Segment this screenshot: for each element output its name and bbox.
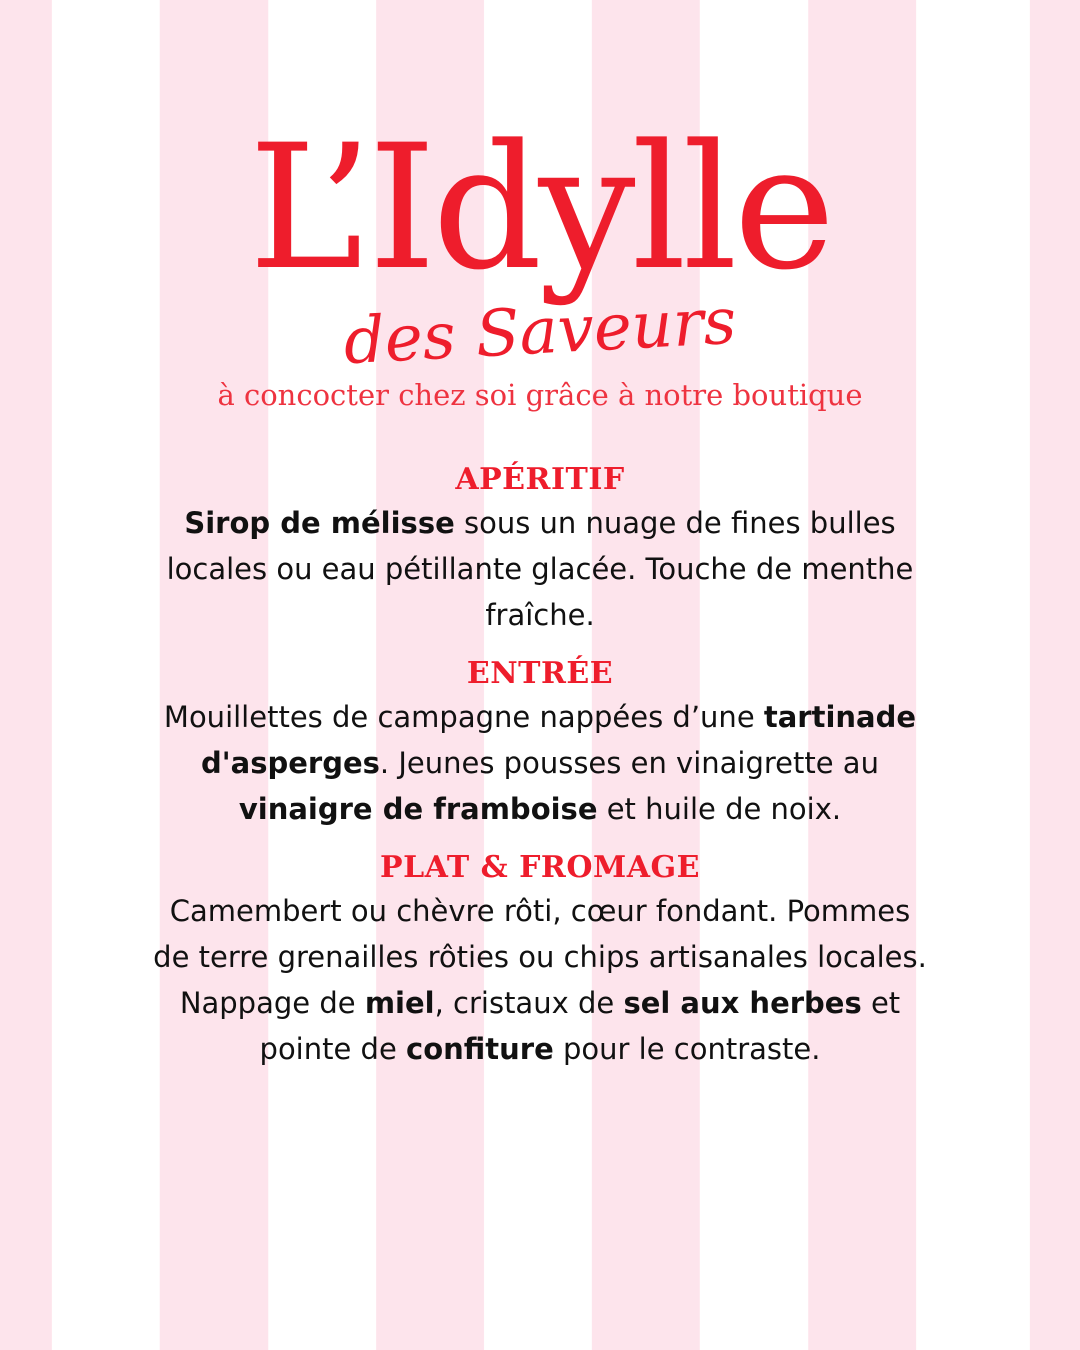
menu-sections [150, 462, 930, 1090]
highlight-ingredient: tartinade d'asperges [201, 700, 917, 780]
brand-script-subtitle: des Saveurs [341, 284, 739, 380]
highlight-ingredient: sel aux herbes [623, 986, 862, 1020]
brand-title: L’Idylle [248, 107, 832, 308]
highlight-ingredient: Sirop de mélisse [184, 506, 455, 540]
description-text: Mouillettes de campagne nappées d’une [163, 700, 764, 734]
description-text: et pointe de [259, 986, 901, 1066]
section-description [150, 888, 930, 1072]
description-text: . Jeunes pousses en vinaigrette au [379, 746, 879, 780]
section-description [150, 694, 930, 832]
highlight-ingredient: vinaigre de framboise [238, 792, 598, 826]
highlight-ingredient: miel [364, 986, 435, 1020]
brand-tagline: à concocter chez soi grâce à notre boutique [217, 378, 863, 412]
description-text: Camembert ou chèvre rôti, cœur fondant. Pommes de terre grenailles rôties ou chips artisanales locales. Nappage de [153, 894, 927, 1020]
section-title: PLAT & FROMAGE [380, 850, 700, 885]
section-description [150, 500, 930, 638]
description-text: et huile de noix. [597, 792, 842, 826]
section-title: APÉRITIF [455, 462, 625, 497]
highlight-ingredient: confiture [406, 1032, 554, 1066]
description-text: sous un nuage de fines bulles locales ou eau pétillante glacée. Touche de menthe fraîche. [166, 506, 914, 632]
section-entree [150, 656, 930, 832]
description-text: pour le contraste. [553, 1032, 821, 1066]
description-text: , cristaux de [434, 986, 624, 1020]
section-title: ENTRÉE [466, 656, 614, 691]
section-aperitif [150, 462, 930, 638]
section-plat-fromage [150, 850, 930, 1072]
